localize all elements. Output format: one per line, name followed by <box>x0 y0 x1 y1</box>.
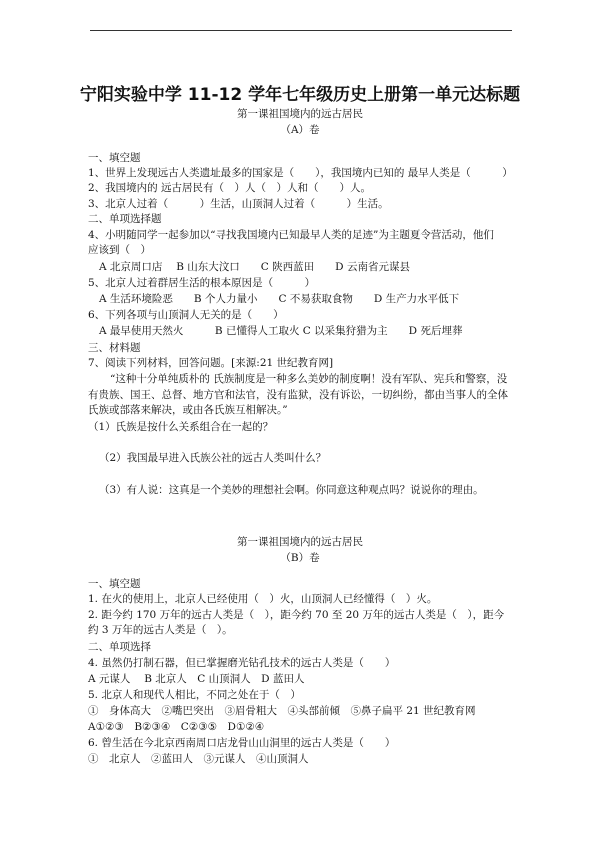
question-3: 3、北京人过着（ ）生活，山顶洞人过着（ ）生活。 <box>88 198 389 210</box>
material-quote-line-3: 氏族或部落来解决，或由各氏族互相解决。” <box>88 404 288 416</box>
section-b-volume: （B）卷 <box>280 552 320 564</box>
top-rule <box>90 30 512 31</box>
section-heading-material: 三、材料题 <box>88 342 141 354</box>
question-5: 5、北京人过着群居生活的根本原因是（ ） <box>88 277 316 289</box>
material-quote-line-1: “这种十分单纯质朴的 氏族制度是一种多么美妙的制度啊！没有军队、宪兵和警察，没 <box>110 373 508 385</box>
section-heading-fill-blank: 一、填空题 <box>88 152 141 164</box>
question-1: 1、世界上发现远古人类遗址最多的国家是（ ），我国境内已知的 最早人类是（ ） <box>88 167 513 179</box>
section-heading-single-choice: 二、单项选择题 <box>88 213 162 225</box>
section-b-question-4: 4. 虽然仍打制石器，但已掌握磨光钻孔技术的远古人类是（ ） <box>88 657 396 669</box>
section-a-volume: （A）卷 <box>280 124 320 136</box>
section-a-lesson-title: 第一课祖国境内的远古居民 <box>237 108 363 120</box>
section-b-question-5-options: A①②③ B②③④ C②③⑤ D①②④ <box>88 721 265 733</box>
section-b-question-2-continued: 约 3 万年的远古人类是（ ）。 <box>88 624 233 636</box>
section-b-question-6: 6. 曾生活在今北京西南周口店龙骨山山洞里的远古人类是（ ） <box>88 737 396 749</box>
question-2: 2、我国境内的 远古居民有（ ）人（ ）人和（ ）人。 <box>88 182 372 194</box>
section-b-question-5: 5. 北京人和现代人相比，不同之处在于（ ） <box>88 689 301 701</box>
question-6: 6、下列各项与山顶洞人无关的是（ ） <box>88 309 284 321</box>
section-b-heading-fill-blank: 一、填空题 <box>88 578 141 590</box>
question-7-2: （2）我国最早进入氏族公社的远古人类叫什么？ <box>99 452 327 464</box>
section-b-question-2: 2. 距今约 170 万年的远古人类是（ ），距今约 70 至 20 万年的远古人类是（ ），距今 <box>88 609 505 621</box>
question-4-continued: 应该到（ ） <box>88 244 151 256</box>
question-5-options: A 生活环境险恶 B 个人力量小 C 不易获取食物 D 生产力水平低下 <box>99 293 460 305</box>
section-b-heading-single-choice: 二、单项选择 <box>88 641 151 653</box>
section-b-question-6-options: ① 北京人 ②蓝田人 ③元谋人 ④山顶洞人 <box>88 753 309 765</box>
question-7-3: （3）有人说：这真是一个美妙的理想社会啊。你同意这种观点吗？说说你的理由。 <box>99 484 484 496</box>
question-4-options: A 北京周口店 B 山东大汶口 C 陕西蓝田 D 云南省元谋县 <box>99 261 410 273</box>
question-7-1: （1）氏族是按什么关系组合在一起的？ <box>88 421 274 433</box>
question-4: 4、小明随同学一起参加以“寻找我国境内已知最早人类的足迹”为主题夏令营活动，他们 <box>88 229 494 241</box>
section-b-question-5-items: ① 身体高大 ②嘴巴突出 ③眉骨粗大 ④头部前倾 ⑤鼻子扁平 21 世纪教育网 <box>88 705 476 717</box>
question-7: 7、阅读下列材料，回答问题。[来源:21 世纪教育网] <box>88 357 334 369</box>
section-b-lesson-title: 第一课祖国境内的远古居民 <box>237 536 363 548</box>
document-title: 宁阳实验中学 11-12 学年七年级历史上册第一单元达标题 <box>79 85 521 105</box>
material-quote-line-2: 有贵族、国王、总督、地方官和法官，没有监狱，没有诉讼，一切纠纷，都由当事人的全体 <box>88 389 508 401</box>
section-b-question-1: 1. 在火的使用上，北京人已经使用（ ）火，山顶洞人已经懂得（ ）火。 <box>88 593 438 605</box>
question-6-options: A 最早使用天然火 B 已懂得人工取火 C 以采集狩猎为主 D 死后埋葬 <box>99 325 463 337</box>
section-b-question-4-options: A 元谋人 B 北京人 C 山顶洞人 D 蓝田人 <box>88 673 305 685</box>
